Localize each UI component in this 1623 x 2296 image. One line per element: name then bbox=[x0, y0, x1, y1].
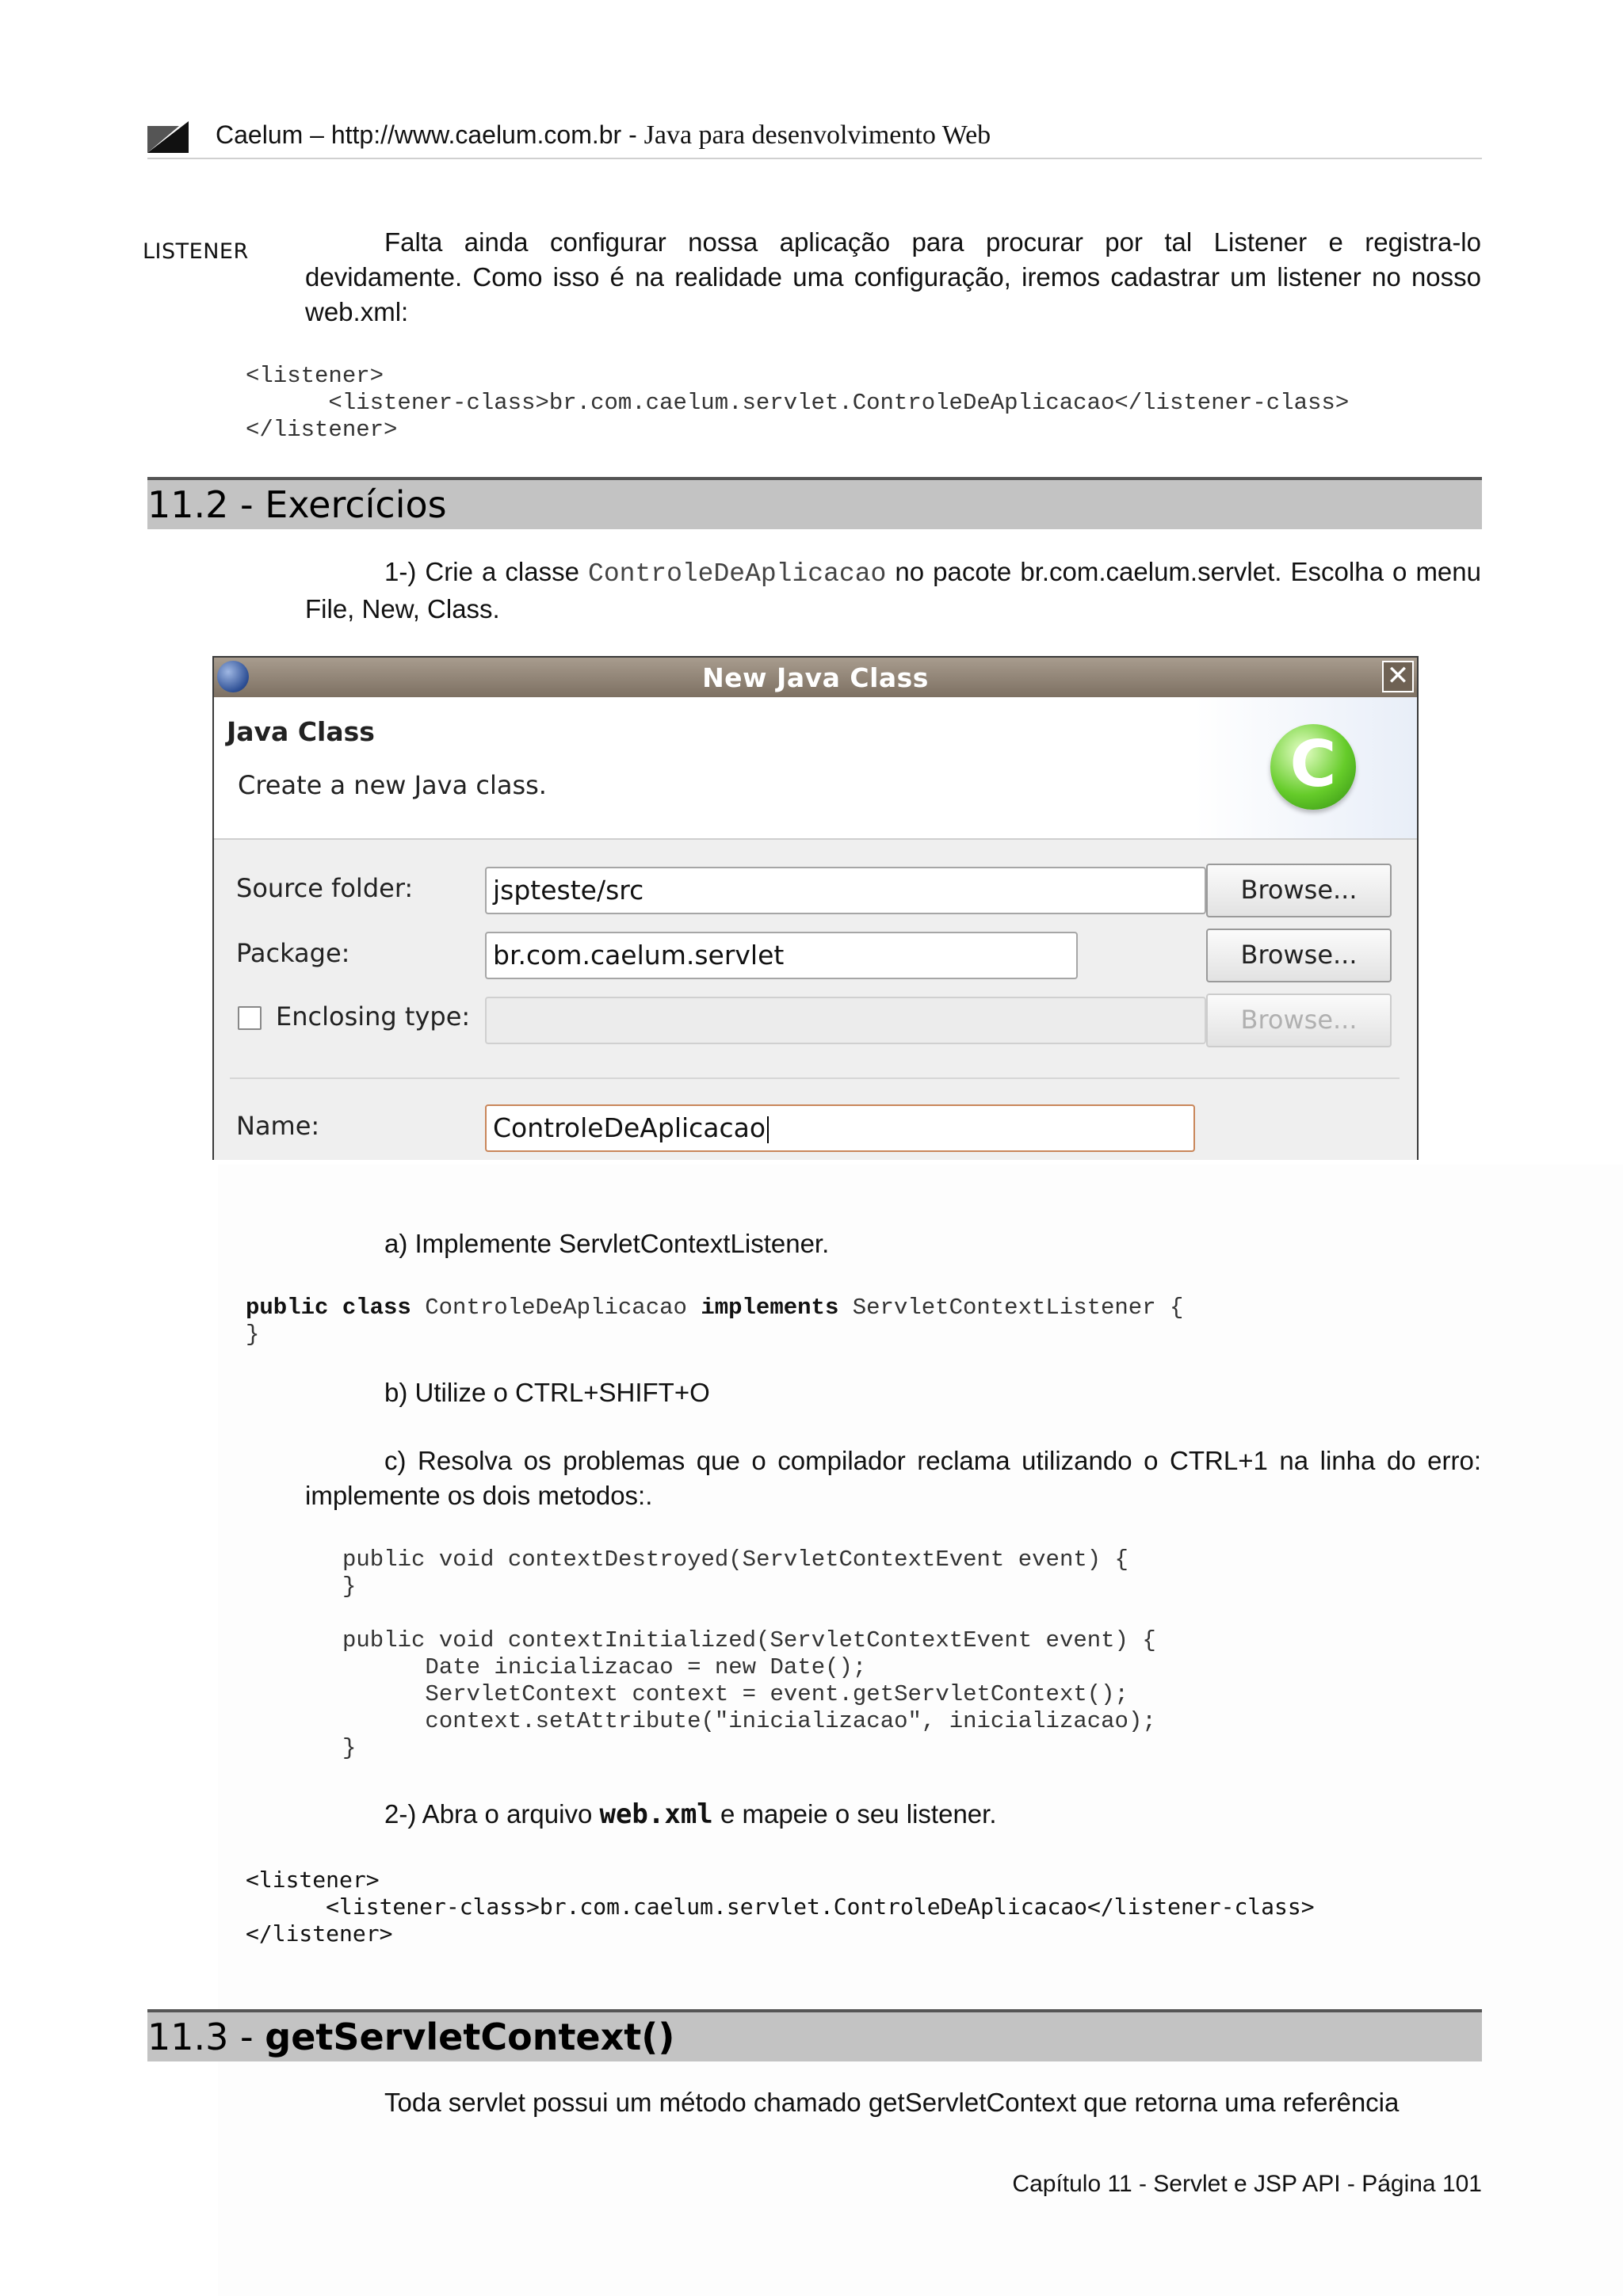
closing-paragraph bbox=[305, 2085, 1481, 2120]
caelum-logo-icon bbox=[147, 121, 189, 153]
header-brand: Caelum bbox=[216, 120, 304, 149]
header-dash: - bbox=[621, 120, 644, 149]
source-folder-label: Source folder: bbox=[236, 873, 414, 903]
page-footer: Capítulo 11 - Servlet e JSP API - Página 101 bbox=[1012, 2171, 1482, 2197]
step-a-text: a) Implemente ServletContextListener. bbox=[384, 1229, 830, 1258]
java-class-icon bbox=[1270, 724, 1356, 810]
dialog-heading: Java Class bbox=[227, 716, 375, 747]
package-label: Package: bbox=[236, 938, 350, 968]
close-icon[interactable]: ✕ bbox=[1382, 661, 1414, 692]
page-header bbox=[216, 120, 991, 151]
code-keyword-public-class: public class bbox=[246, 1295, 411, 1321]
section-name: Exercícios bbox=[265, 483, 447, 526]
section-number: 11.2 - bbox=[147, 483, 265, 526]
source-folder-input[interactable]: jspteste/src bbox=[485, 867, 1206, 914]
section-title-11-3 bbox=[147, 2016, 674, 2058]
name-label: Name: bbox=[236, 1111, 320, 1141]
enclosing-type-checkbox[interactable] bbox=[238, 1006, 262, 1030]
step-a-paragraph bbox=[305, 1226, 1481, 1261]
dialog-titlebar bbox=[214, 658, 1417, 697]
package-browse-button[interactable]: Browse... bbox=[1206, 929, 1392, 982]
code-listener-config-2: <listener> <listener-class>br.com.caelum.servlet.ControleDeAplicacao</listener-class> </listener> bbox=[246, 1867, 1315, 1947]
step-b-text: b) Utilize o CTRL+SHIFT+O bbox=[384, 1378, 710, 1407]
section-number: 11.3 - bbox=[147, 2016, 265, 2058]
enclosing-type-browse-button[interactable]: Browse... bbox=[1206, 994, 1392, 1047]
intro-paragraph-text: Falta ainda configurar nossa aplicação para procurar por tal Listener e registra-lo devidamente. Como isso é na realidade uma configuração, iremos cadastrar um listener no nosso web.xml: bbox=[305, 227, 1481, 326]
code-class-declaration bbox=[246, 1295, 1183, 1348]
code-keyword-implements: implements bbox=[701, 1295, 839, 1321]
name-input-value: ControleDeAplicacao bbox=[493, 1112, 766, 1143]
closing-paragraph-text: Toda servlet possui um método chamado getServletContext que retorna uma referência bbox=[384, 2088, 1400, 2117]
dialog-banner bbox=[214, 697, 1417, 840]
source-folder-browse-button[interactable]: Browse... bbox=[1206, 864, 1392, 917]
header-separator: – bbox=[303, 120, 331, 149]
header-url: http://www.caelum.com.br bbox=[330, 120, 622, 149]
dialog-subtitle: Create a new Java class. bbox=[238, 770, 547, 800]
side-label-listener: LISTENER bbox=[143, 239, 249, 264]
step-c-text: c) Resolva os problemas que o compilador reclama utilizando o CTRL+1 na linha do erro: implemente os dois metodos:. bbox=[305, 1446, 1481, 1510]
java-class-icon-letter: C bbox=[1289, 727, 1337, 801]
dialog-separator bbox=[230, 1077, 1400, 1079]
exercise-2-prefix: 2-) Abra o arquivo bbox=[384, 1799, 600, 1829]
exercise-2-suffix: e mapeie o seu listener. bbox=[712, 1799, 997, 1829]
section-header-getservletcontext bbox=[147, 2009, 1482, 2061]
code-listener-methods: public void contextDestroyed(ServletContextEvent event) { } public void contextInitialized(ServletContextEvent event) { Date inicializacao = new Date(); ServletContext context = event.getServletContext(); context.setAttribute("inicializacao", inicializacao); } bbox=[342, 1547, 1156, 1761]
exercise-1-paragraph bbox=[305, 555, 1481, 627]
section-title-11-2 bbox=[147, 483, 447, 526]
exercise-1-class-name: ControleDeAplicacao bbox=[588, 559, 887, 589]
section-header-exercicios bbox=[147, 477, 1482, 529]
header-rule bbox=[147, 158, 1482, 159]
header-title: Java para desenvolvimento Web bbox=[643, 120, 991, 150]
name-input[interactable] bbox=[485, 1104, 1195, 1152]
exercise-1-suffix: no pacote br.com.caelum.servlet. Escolha o menu File, New, Class. bbox=[305, 557, 1481, 624]
text-caret bbox=[767, 1116, 769, 1143]
package-input[interactable]: br.com.caelum.servlet bbox=[485, 932, 1078, 979]
step-b-paragraph bbox=[305, 1375, 1481, 1410]
new-java-class-dialog bbox=[212, 656, 1419, 1160]
exercise-1-prefix: 1-) Crie a classe bbox=[384, 557, 589, 586]
code-class-name: ControleDeAplicacao bbox=[411, 1295, 701, 1321]
intro-paragraph bbox=[305, 225, 1481, 330]
code-interface-name: ServletContextListener { bbox=[838, 1295, 1184, 1321]
exercise-2-paragraph bbox=[305, 1797, 1481, 1832]
code-listener-config-1: <listener> <listener-class>br.com.caelum.servlet.ControleDeAplicacao</listener-class> </listener> bbox=[246, 363, 1350, 443]
step-c-paragraph bbox=[305, 1444, 1481, 1513]
exercise-2-file: web.xml bbox=[599, 1798, 713, 1830]
code-closing-brace: } bbox=[246, 1322, 260, 1348]
enclosing-type-input[interactable] bbox=[485, 997, 1206, 1044]
section-name: getServletContext() bbox=[265, 2016, 675, 2058]
dialog-title: New Java Class bbox=[702, 662, 929, 693]
enclosing-type-label: Enclosing type: bbox=[276, 1001, 471, 1032]
